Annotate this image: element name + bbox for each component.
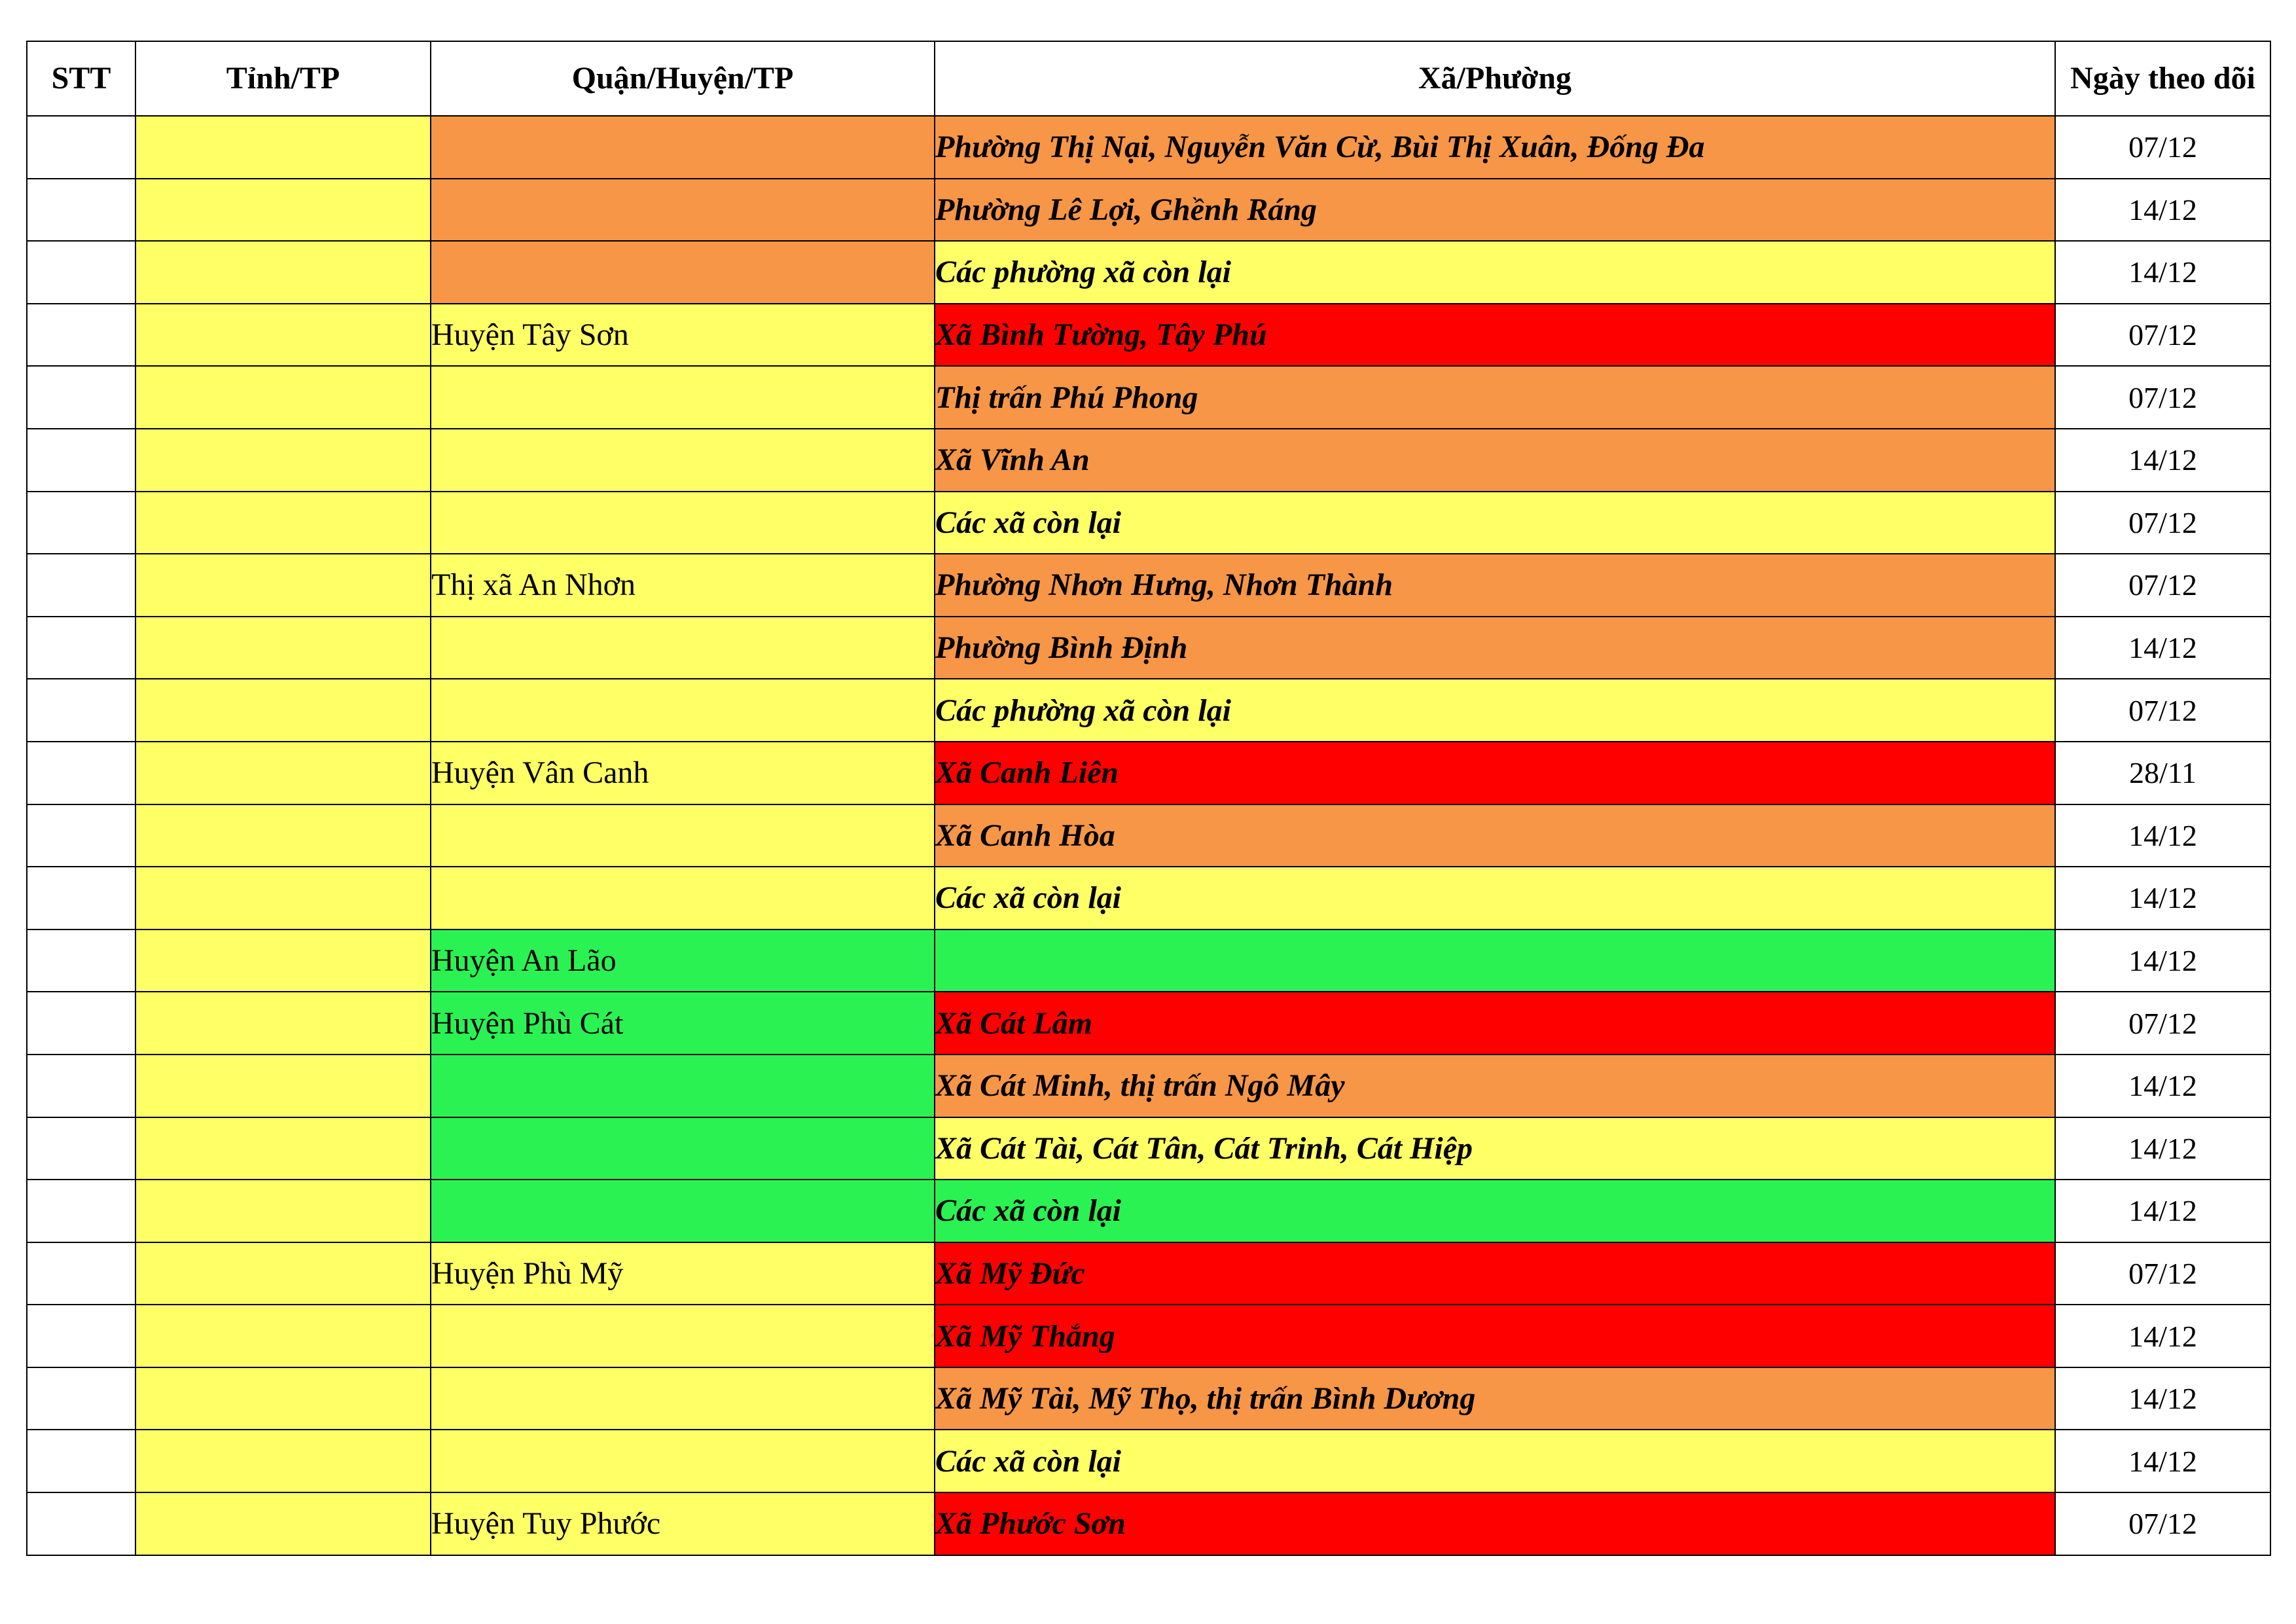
district-cell <box>431 804 935 867</box>
table-row <box>27 241 2270 304</box>
province-cell <box>135 492 431 554</box>
table-row <box>27 679 2270 742</box>
stt-cell <box>27 992 135 1055</box>
table-row <box>27 804 2270 867</box>
header-row <box>27 41 2270 116</box>
ward-cell: Phường Thị Nại, Nguyễn Văn Cừ, Bùi Thị Xuân, Đống Đa <box>935 116 2055 179</box>
date-cell: 14/12 <box>2055 1117 2270 1180</box>
ward-cell: Xã Cát Lâm <box>935 992 2055 1055</box>
province-cell <box>135 742 431 804</box>
district-cell <box>431 1367 935 1430</box>
stt-cell <box>27 929 135 992</box>
covid-level-table <box>26 41 2271 1556</box>
date-cell: 07/12 <box>2055 1492 2270 1555</box>
date-cell: 14/12 <box>2055 1055 2270 1117</box>
province-cell <box>135 304 431 367</box>
district-cell <box>431 1305 935 1367</box>
province-cell <box>135 1492 431 1555</box>
date-cell: 14/12 <box>2055 867 2270 929</box>
table-row <box>27 1430 2270 1492</box>
date-cell: 14/12 <box>2055 804 2270 867</box>
header-district: Quận/Huyện/TP <box>431 41 935 116</box>
province-cell <box>135 1117 431 1180</box>
date-cell: 07/12 <box>2055 492 2270 554</box>
date-cell: 14/12 <box>2055 1367 2270 1430</box>
stt-cell <box>27 1305 135 1367</box>
province-cell <box>135 1367 431 1430</box>
stt-cell <box>27 1055 135 1117</box>
province-cell <box>135 366 431 429</box>
district-cell <box>431 617 935 679</box>
stt-cell <box>27 304 135 367</box>
district-cell: Huyện Tuy Phước <box>431 1492 935 1555</box>
ward-cell: Xã Mỹ Thắng <box>935 1305 2055 1367</box>
table-row <box>27 617 2270 679</box>
stt-cell <box>27 1117 135 1180</box>
ward-cell: Xã Vĩnh An <box>935 429 2055 492</box>
table-row <box>27 366 2270 429</box>
stt-cell <box>27 1430 135 1492</box>
date-cell: 07/12 <box>2055 554 2270 617</box>
district-cell <box>431 679 935 742</box>
district-cell: Huyện Phù Cát <box>431 992 935 1055</box>
date-cell: 28/11 <box>2055 742 2270 804</box>
district-cell <box>431 1430 935 1492</box>
stt-cell <box>27 241 135 304</box>
stt-cell <box>27 116 135 179</box>
header-province: Tỉnh/TP <box>135 41 431 116</box>
province-cell <box>135 617 431 679</box>
ward-cell: Các xã còn lại <box>935 1430 2055 1492</box>
date-cell: 14/12 <box>2055 617 2270 679</box>
district-cell <box>431 1117 935 1180</box>
ward-cell <box>935 929 2055 992</box>
table-row <box>27 1242 2270 1305</box>
table-row <box>27 116 2270 179</box>
table-row <box>27 179 2270 242</box>
date-cell: 14/12 <box>2055 241 2270 304</box>
table-row <box>27 554 2270 617</box>
date-cell: 07/12 <box>2055 116 2270 179</box>
province-cell <box>135 1055 431 1117</box>
stt-cell <box>27 179 135 242</box>
date-cell: 14/12 <box>2055 1430 2270 1492</box>
ward-cell: Các phường xã còn lại <box>935 679 2055 742</box>
header-ward: Xã/Phường <box>935 41 2055 116</box>
ward-cell: Phường Bình Định <box>935 617 2055 679</box>
table-row <box>27 304 2270 367</box>
ward-cell: Xã Mỹ Đức <box>935 1242 2055 1305</box>
province-cell <box>135 241 431 304</box>
date-cell: 07/12 <box>2055 304 2270 367</box>
district-cell <box>431 867 935 929</box>
stt-cell <box>27 617 135 679</box>
header-date: Ngày theo dõi <box>2055 41 2270 116</box>
province-cell <box>135 1180 431 1242</box>
date-cell: 07/12 <box>2055 992 2270 1055</box>
table-row <box>27 992 2270 1055</box>
district-cell <box>431 179 935 242</box>
province-cell <box>135 867 431 929</box>
header-stt: STT <box>27 41 135 116</box>
province-cell <box>135 1242 431 1305</box>
stt-cell <box>27 554 135 617</box>
table-row <box>27 1367 2270 1430</box>
district-cell <box>431 492 935 554</box>
district-cell <box>431 1180 935 1242</box>
province-cell <box>135 804 431 867</box>
date-cell: 07/12 <box>2055 366 2270 429</box>
ward-cell: Thị trấn Phú Phong <box>935 366 2055 429</box>
table-row <box>27 492 2270 554</box>
province-cell <box>135 1430 431 1492</box>
province-cell <box>135 992 431 1055</box>
district-cell <box>431 1055 935 1117</box>
date-cell: 14/12 <box>2055 929 2270 992</box>
district-cell <box>431 116 935 179</box>
stt-cell <box>27 804 135 867</box>
ward-cell: Phường Nhơn Hưng, Nhơn Thành <box>935 554 2055 617</box>
ward-cell: Phường Lê Lợi, Ghềnh Ráng <box>935 179 2055 242</box>
date-cell: 07/12 <box>2055 679 2270 742</box>
date-cell: 07/12 <box>2055 1242 2270 1305</box>
ward-cell: Xã Cát Minh, thị trấn Ngô Mây <box>935 1055 2055 1117</box>
table-row <box>27 429 2270 492</box>
stt-cell <box>27 1492 135 1555</box>
date-cell: 14/12 <box>2055 1180 2270 1242</box>
ward-cell: Xã Phước Sơn <box>935 1492 2055 1555</box>
ward-cell: Các xã còn lại <box>935 492 2055 554</box>
province-cell <box>135 429 431 492</box>
stt-cell <box>27 1242 135 1305</box>
stt-cell <box>27 742 135 804</box>
stt-cell <box>27 429 135 492</box>
province-cell <box>135 679 431 742</box>
district-cell: Huyện Vân Canh <box>431 742 935 804</box>
table-row <box>27 742 2270 804</box>
district-cell: Huyện Tây Sơn <box>431 304 935 367</box>
table-row <box>27 1305 2270 1367</box>
date-cell: 14/12 <box>2055 179 2270 242</box>
table-row <box>27 1492 2270 1555</box>
table-row <box>27 1180 2270 1242</box>
stt-cell <box>27 1180 135 1242</box>
district-cell <box>431 429 935 492</box>
province-cell <box>135 179 431 242</box>
stt-cell <box>27 867 135 929</box>
stt-cell <box>27 366 135 429</box>
table-row <box>27 929 2270 992</box>
ward-cell: Xã Mỹ Tài, Mỹ Thọ, thị trấn Bình Dương <box>935 1367 2055 1430</box>
ward-cell: Các xã còn lại <box>935 867 2055 929</box>
ward-cell: Các phường xã còn lại <box>935 241 2055 304</box>
district-cell <box>431 366 935 429</box>
ward-cell: Xã Cát Tài, Cát Tân, Cát Trinh, Cát Hiệp <box>935 1117 2055 1180</box>
district-cell <box>431 241 935 304</box>
stt-cell <box>27 1367 135 1430</box>
table-row <box>27 1055 2270 1117</box>
ward-cell: Xã Canh Hòa <box>935 804 2055 867</box>
province-cell <box>135 929 431 992</box>
date-cell: 14/12 <box>2055 1305 2270 1367</box>
table-row <box>27 1117 2270 1180</box>
province-cell <box>135 1305 431 1367</box>
ward-cell: Các xã còn lại <box>935 1180 2055 1242</box>
ward-cell: Xã Canh Liên <box>935 742 2055 804</box>
table-body <box>27 116 2270 1555</box>
stt-cell <box>27 679 135 742</box>
stt-cell <box>27 492 135 554</box>
district-cell: Huyện Phù Mỹ <box>431 1242 935 1305</box>
table-row <box>27 867 2270 929</box>
province-cell <box>135 116 431 179</box>
province-cell <box>135 554 431 617</box>
district-cell: Thị xã An Nhơn <box>431 554 935 617</box>
district-cell: Huyện An Lão <box>431 929 935 992</box>
ward-cell: Xã Bình Tường, Tây Phú <box>935 304 2055 367</box>
date-cell: 14/12 <box>2055 429 2270 492</box>
